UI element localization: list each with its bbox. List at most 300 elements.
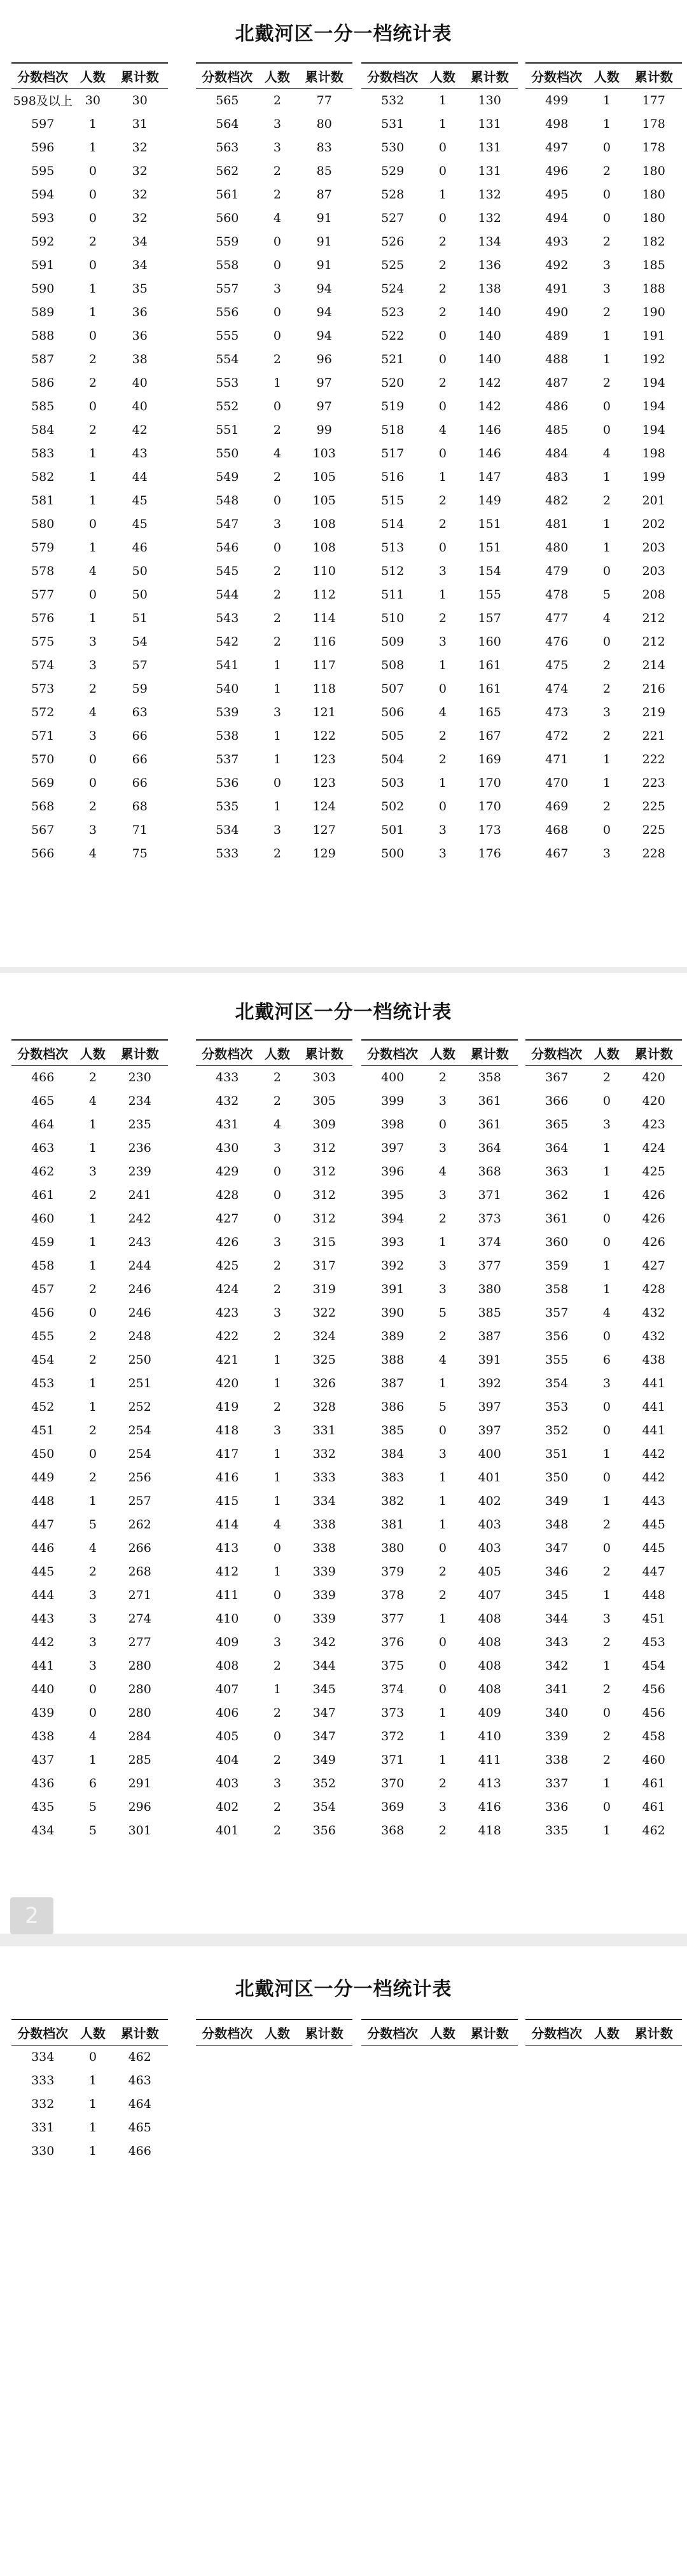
cumulative-cell: 349 [312, 1752, 336, 1767]
table-row [196, 771, 352, 794]
table-row [361, 1748, 518, 1771]
score-cell: 353 [545, 1399, 569, 1414]
score-cell: 488 [545, 352, 569, 366]
score-cell: 589 [31, 305, 55, 319]
count-cell: 1 [273, 728, 281, 743]
cumulative-cell: 456 [642, 1705, 665, 1720]
count-cell: 0 [88, 1446, 97, 1461]
cumulative-cell: 387 [478, 1329, 501, 1343]
table-row [361, 1183, 518, 1207]
count-cell: 1 [88, 116, 97, 131]
cumulative-cell: 203 [642, 564, 665, 578]
score-cell: 477 [545, 611, 569, 625]
header-cumulative: 累计数 [296, 63, 352, 88]
table-row [361, 371, 518, 394]
score-cell: 403 [216, 1776, 239, 1790]
score-cell: 577 [31, 587, 55, 602]
count-cell: 3 [602, 705, 611, 719]
score-cell: 553 [216, 375, 239, 390]
cumulative-cell: 170 [478, 775, 501, 790]
count-cell: 3 [438, 1446, 447, 1461]
cumulative-cell: 280 [128, 1658, 151, 1673]
table-row [196, 206, 352, 230]
table-row [525, 1348, 682, 1371]
count-cell: 3 [88, 634, 97, 649]
count-cell: 0 [602, 1211, 611, 1226]
score-cell: 439 [31, 1705, 55, 1720]
cumulative-cell: 142 [478, 399, 501, 413]
header-score: 分数档次 [361, 1040, 424, 1065]
score-cell: 486 [545, 399, 569, 413]
count-cell: 2 [273, 611, 281, 625]
count-cell: 0 [602, 564, 611, 578]
cumulative-cell: 361 [478, 1093, 501, 1108]
score-cell: 389 [381, 1329, 405, 1343]
table-row [361, 1065, 518, 1089]
count-cell: 3 [88, 1635, 97, 1649]
table-row [196, 277, 352, 300]
cumulative-cell: 345 [312, 1682, 336, 1696]
cumulative-cell: 235 [128, 1117, 151, 1132]
table-row [196, 794, 352, 818]
count-cell: 1 [88, 1376, 97, 1390]
count-cell: 2 [602, 305, 611, 319]
score-cell: 404 [216, 1752, 239, 1767]
cumulative-cell: 80 [316, 116, 332, 131]
count-cell: 0 [602, 1329, 611, 1343]
score-cell: 540 [216, 681, 239, 696]
score-cell: 525 [381, 258, 405, 272]
cumulative-cell: 108 [312, 516, 336, 531]
table-row [525, 1112, 682, 1136]
table-row [11, 1607, 168, 1630]
score-cell: 410 [216, 1611, 239, 1626]
count-cell: 1 [88, 1752, 97, 1767]
table-row [361, 1513, 518, 1536]
count-cell: 3 [88, 1588, 97, 1602]
score-cell: 487 [545, 375, 569, 390]
header-score: 分数档次 [361, 2019, 424, 2045]
score-cell: 361 [545, 1211, 569, 1226]
page-title: 北戴河区一分一档统计表 [235, 1001, 452, 1023]
cumulative-cell: 465 [128, 2120, 151, 2135]
table-row [196, 1324, 352, 1348]
cumulative-cell: 114 [312, 611, 336, 625]
count-cell: 1 [602, 116, 611, 131]
score-cell: 392 [381, 1258, 405, 1273]
cumulative-cell: 118 [312, 681, 336, 696]
score-cell: 539 [216, 705, 239, 719]
count-cell: 3 [438, 1282, 447, 1296]
cumulative-cell: 147 [478, 469, 501, 484]
score-cell: 406 [216, 1705, 239, 1720]
count-cell: 0 [438, 681, 447, 696]
table-row [525, 818, 682, 841]
count-cell: 2 [273, 187, 281, 202]
count-cell: 1 [88, 2143, 97, 2158]
count-cell: 2 [438, 1211, 447, 1226]
count-cell: 0 [88, 211, 97, 225]
cumulative-cell: 339 [312, 1588, 336, 1602]
count-cell: 0 [438, 540, 447, 555]
page-3 [0, 1946, 687, 2576]
cumulative-cell: 456 [642, 1682, 665, 1696]
score-cell: 529 [381, 163, 405, 178]
table-row [525, 253, 682, 277]
cumulative-cell: 243 [128, 1235, 151, 1249]
table-row [11, 1465, 168, 1489]
count-cell: 3 [88, 658, 97, 672]
header-cumulative: 累计数 [111, 1040, 168, 1065]
header-count: 人数 [424, 1040, 461, 1065]
score-cell: 418 [216, 1423, 239, 1437]
cumulative-cell: 230 [128, 1070, 151, 1084]
count-cell: 2 [602, 1682, 611, 1696]
count-cell: 0 [273, 234, 281, 249]
cumulative-cell: 424 [642, 1140, 665, 1155]
score-cell: 561 [216, 187, 239, 202]
score-cell: 445 [31, 1564, 55, 1579]
count-cell: 2 [88, 352, 97, 366]
table-row [196, 1583, 352, 1607]
cumulative-cell: 44 [132, 469, 148, 484]
cumulative-cell: 146 [478, 446, 501, 460]
cumulative-cell: 246 [128, 1282, 151, 1296]
count-cell: 1 [438, 469, 447, 484]
score-cell: 422 [216, 1329, 239, 1343]
score-cell: 427 [216, 1211, 239, 1226]
table-row [196, 183, 352, 206]
score-cell: 585 [31, 399, 55, 413]
table-row [11, 700, 168, 724]
cumulative-cell: 103 [312, 446, 336, 460]
table-row [11, 1818, 168, 1842]
count-cell: 0 [602, 1705, 611, 1720]
count-cell: 1 [273, 681, 281, 696]
score-table [361, 62, 518, 865]
table-row [11, 512, 168, 536]
table-row [11, 135, 168, 159]
score-cell: 535 [216, 799, 239, 814]
count-cell: 0 [273, 493, 281, 508]
score-cell: 447 [31, 1517, 55, 1532]
cumulative-cell: 66 [132, 728, 148, 743]
cumulative-cell: 312 [312, 1140, 336, 1155]
table-row [525, 1160, 682, 1183]
cumulative-cell: 68 [132, 799, 148, 814]
cumulative-cell: 248 [128, 1329, 151, 1343]
count-cell: 1 [88, 493, 97, 508]
count-cell: 2 [88, 799, 97, 814]
table-row [196, 818, 352, 841]
score-cell: 409 [216, 1635, 239, 1649]
score-cell: 493 [545, 234, 569, 249]
table-row [525, 747, 682, 771]
count-cell: 2 [273, 1799, 281, 1814]
count-cell: 2 [438, 234, 447, 249]
score-table-block-1 [11, 2019, 168, 2163]
cumulative-cell: 127 [312, 822, 336, 837]
cumulative-cell: 225 [642, 799, 665, 814]
score-table-block-2 [196, 1039, 352, 1842]
cumulative-cell: 30 [132, 93, 148, 107]
table-row [11, 394, 168, 418]
cumulative-cell: 170 [478, 799, 501, 814]
score-cell: 337 [545, 1776, 569, 1790]
table-row [196, 841, 352, 865]
score-cell: 332 [31, 2096, 55, 2111]
count-cell: 1 [438, 116, 447, 131]
score-cell: 591 [31, 258, 55, 272]
cumulative-cell: 34 [132, 258, 148, 272]
table-row [525, 1230, 682, 1254]
header-row [11, 1040, 168, 1065]
table-row [361, 1795, 518, 1818]
count-cell: 3 [438, 822, 447, 837]
count-cell: 2 [602, 1752, 611, 1767]
count-cell: 5 [438, 1305, 447, 1320]
count-cell: 3 [273, 516, 281, 531]
table-row [361, 1254, 518, 1277]
score-cell: 594 [31, 187, 55, 202]
table-row [361, 135, 518, 159]
score-cell: 509 [381, 634, 405, 649]
count-cell: 1 [88, 446, 97, 460]
table-row [196, 1207, 352, 1230]
count-cell: 1 [438, 187, 447, 202]
header-cumulative: 累计数 [461, 2019, 518, 2045]
score-cell: 480 [545, 540, 569, 555]
count-cell: 3 [438, 846, 447, 861]
score-cell: 482 [545, 493, 569, 508]
score-cell: 548 [216, 493, 239, 508]
table-row [196, 1795, 352, 1818]
cumulative-cell: 91 [316, 211, 332, 225]
header-count: 人数 [258, 63, 296, 88]
table-row [361, 1677, 518, 1701]
score-cell: 557 [216, 281, 239, 296]
cumulative-cell: 391 [478, 1352, 501, 1367]
count-cell: 2 [602, 1729, 611, 1743]
cumulative-cell: 312 [312, 1164, 336, 1179]
cumulative-cell: 284 [128, 1729, 151, 1743]
score-cell: 395 [381, 1188, 405, 1202]
cumulative-cell: 305 [312, 1093, 336, 1108]
table-row [361, 418, 518, 441]
cumulative-cell: 83 [316, 140, 332, 155]
score-cell: 519 [381, 399, 405, 413]
score-cell: 437 [31, 1752, 55, 1767]
score-cell: 551 [216, 422, 239, 437]
count-cell: 2 [438, 1564, 447, 1579]
table-row [11, 1207, 168, 1230]
table-row [361, 1607, 518, 1630]
count-cell: 5 [88, 1517, 97, 1532]
count-cell: 4 [602, 611, 611, 625]
score-cell: 469 [545, 799, 569, 814]
cumulative-cell: 51 [132, 611, 148, 625]
cumulative-cell: 251 [128, 1376, 151, 1390]
cumulative-cell: 407 [478, 1588, 501, 1602]
count-cell: 2 [273, 564, 281, 578]
cumulative-cell: 185 [642, 258, 665, 272]
cumulative-cell: 131 [478, 140, 501, 155]
score-cell: 470 [545, 775, 569, 790]
table-row [525, 1677, 682, 1701]
cumulative-cell: 441 [642, 1399, 665, 1414]
score-cell: 401 [216, 1823, 239, 1838]
cumulative-cell: 403 [478, 1541, 501, 1555]
table-row [11, 347, 168, 371]
count-cell: 0 [438, 1117, 447, 1132]
count-cell: 1 [438, 1752, 447, 1767]
count-cell: 1 [438, 1235, 447, 1249]
cumulative-cell: 129 [312, 846, 336, 861]
count-cell: 2 [273, 1658, 281, 1673]
score-cell: 517 [381, 446, 405, 460]
score-cell: 441 [31, 1658, 55, 1673]
table-row [361, 1160, 518, 1183]
table-row [525, 347, 682, 371]
count-cell: 5 [438, 1399, 447, 1414]
table-row [11, 1301, 168, 1324]
table-row [196, 88, 352, 112]
count-cell: 0 [88, 163, 97, 178]
table-row [11, 1630, 168, 1654]
table-row [11, 630, 168, 653]
table-row [11, 324, 168, 347]
score-cell: 566 [31, 846, 55, 861]
score-cell: 411 [216, 1588, 239, 1602]
cumulative-cell: 198 [642, 446, 665, 460]
table-row [196, 1677, 352, 1701]
score-cell: 343 [545, 1635, 569, 1649]
cumulative-cell: 315 [312, 1235, 336, 1249]
table-row [525, 1183, 682, 1207]
score-table-block-1 [11, 1039, 168, 1842]
count-cell: 3 [273, 822, 281, 837]
header-count: 人数 [74, 1040, 111, 1065]
score-table-block-4 [525, 2019, 682, 2046]
score-cell: 507 [381, 681, 405, 696]
cumulative-cell: 223 [642, 775, 665, 790]
count-cell: 0 [273, 1164, 281, 1179]
table-row [525, 1654, 682, 1677]
table-row [11, 1418, 168, 1442]
cumulative-cell: 409 [478, 1705, 501, 1720]
cumulative-cell: 441 [642, 1423, 665, 1437]
count-cell: 2 [438, 1776, 447, 1790]
cumulative-cell: 45 [132, 516, 148, 531]
count-cell: 0 [602, 1093, 611, 1108]
table-row [11, 1560, 168, 1583]
score-table-block-3 [361, 2019, 518, 2046]
score-cell: 365 [545, 1117, 569, 1132]
header-row [361, 2019, 518, 2045]
score-cell: 387 [381, 1376, 405, 1390]
score-table-block-4 [525, 62, 682, 865]
table-row [11, 818, 168, 841]
count-cell: 0 [88, 258, 97, 272]
score-cell: 590 [31, 281, 55, 296]
cumulative-cell: 32 [132, 140, 148, 155]
score-cell: 533 [216, 846, 239, 861]
count-cell: 3 [273, 116, 281, 131]
cumulative-cell: 180 [642, 163, 665, 178]
count-cell: 1 [602, 516, 611, 531]
table-row [11, 677, 168, 700]
cumulative-cell: 274 [128, 1611, 151, 1626]
count-cell: 3 [88, 728, 97, 743]
count-cell: 0 [273, 258, 281, 272]
cumulative-cell: 161 [478, 658, 501, 672]
table-row [11, 418, 168, 441]
table-row [361, 230, 518, 253]
table-row [361, 1701, 518, 1724]
score-cell: 491 [545, 281, 569, 296]
score-cell: 362 [545, 1188, 569, 1202]
cumulative-cell: 418 [478, 1823, 501, 1838]
cumulative-cell: 214 [642, 658, 665, 672]
cumulative-cell: 173 [478, 822, 501, 837]
cumulative-cell: 50 [132, 564, 148, 578]
table-row [11, 159, 168, 183]
cumulative-cell: 221 [642, 728, 665, 743]
table-row [11, 112, 168, 135]
cumulative-cell: 361 [478, 1117, 501, 1132]
cumulative-cell: 35 [132, 281, 148, 296]
cumulative-cell: 448 [642, 1588, 665, 1602]
cumulative-cell: 149 [478, 493, 501, 508]
score-cell: 524 [381, 281, 405, 296]
score-cell: 542 [216, 634, 239, 649]
score-cell: 371 [381, 1752, 405, 1767]
cumulative-cell: 167 [478, 728, 501, 743]
score-cell: 378 [381, 1588, 405, 1602]
table-row [525, 441, 682, 465]
score-cell: 472 [545, 728, 569, 743]
count-cell: 0 [438, 1682, 447, 1696]
score-cell: 505 [381, 728, 405, 743]
table-row [361, 441, 518, 465]
cumulative-cell: 222 [642, 752, 665, 766]
count-cell: 0 [602, 399, 611, 413]
count-cell: 1 [88, 140, 97, 155]
cumulative-cell: 32 [132, 211, 148, 225]
table-row [525, 230, 682, 253]
score-cell: 564 [216, 116, 239, 131]
score-cell: 357 [545, 1305, 569, 1320]
table-row [196, 1630, 352, 1654]
count-cell: 0 [88, 2049, 97, 2064]
cumulative-cell: 241 [128, 1188, 151, 1202]
table-row [361, 488, 518, 512]
table-row [11, 1724, 168, 1748]
cumulative-cell: 397 [478, 1423, 501, 1437]
score-cell: 584 [31, 422, 55, 437]
table-row [196, 1160, 352, 1183]
cumulative-cell: 397 [478, 1399, 501, 1414]
count-cell: 0 [438, 1635, 447, 1649]
cumulative-cell: 271 [128, 1588, 151, 1602]
count-cell: 0 [602, 1799, 611, 1814]
score-cell: 521 [381, 352, 405, 366]
page-number-badge: 2 [10, 1897, 53, 1934]
score-cell: 513 [381, 540, 405, 555]
table-row [525, 653, 682, 677]
table-row [196, 747, 352, 771]
table-row [11, 465, 168, 488]
